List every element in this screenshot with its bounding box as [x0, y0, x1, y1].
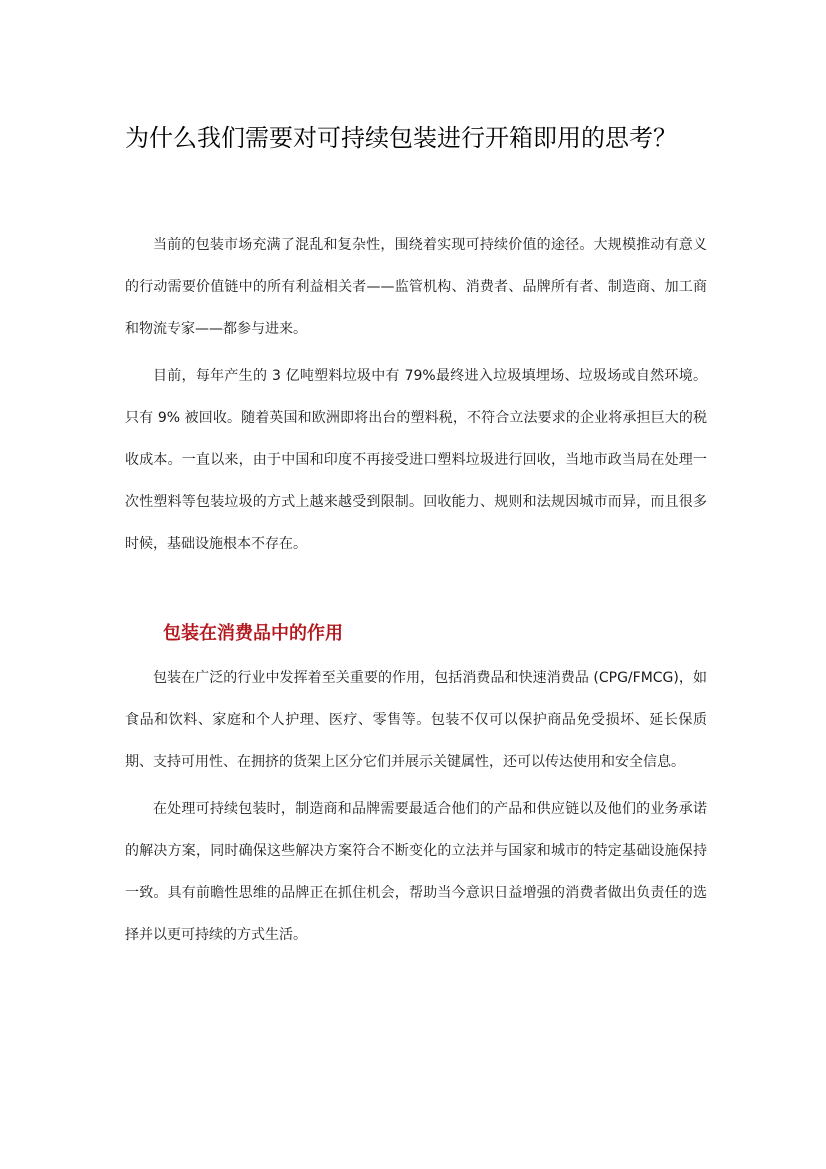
page-title: 为什么我们需要对可持续包装进行开箱即用的思考？ — [125, 124, 677, 152]
intro-paragraph-1: 当前的包装市场充满了混乱和复杂性，围绕着实现可持续价值的途径。大规模推动有意义的行动需要价值链中的所有利益相关者——监管机构、消费者、品牌所有者、制造商、加工商和物流专家——都参与进来。 — [125, 237, 707, 337]
section-heading: 包装在消费品中的作用 — [163, 623, 343, 644]
section-paragraph-1: 包装在广泛的行业中发挥着至关重要的作用，包括消费品和快速消费品 (CPG/FMCG)，如食品和饮料、家庭和个人护理、医疗、零售等。包装不仅可以保护商品免受损坏、延长保质期、支持可用性、在拥挤的货架上区分它们并展示关键属性，还可以传达使用和安全信息。 — [125, 670, 707, 770]
section-paragraph-2: 在处理可持续包装时，制造商和品牌需要最适合他们的产品和供应链以及他们的业务承诺的解决方案，同时确保这些解决方案符合不断变化的立法并与国家和城市的特定基础设施保持一致。具有前瞻性思维的品牌正在抓住机会，帮助当今意识日益增强的消费者做出负责任的选择并以更可持续的方式生活。 — [125, 801, 707, 943]
intro-paragraph-2: 目前，每年产生的 3 亿吨塑料垃圾中有 79%最终进入垃圾填埋场、垃圾场或自然环境。只有 9% 被回收。随着英国和欧洲即将出台的塑料税，不符合立法要求的企业将承担巨大的税收成本。一直以来，由于中国和印度不再接受进口塑料垃圾进行回收，当地市政当局在处理一次性塑料等包装垃圾的方式上越来越受到限制。回收能力、规则和法规因城市而异，而且很多时候，基础设施根本不存在。 — [125, 368, 707, 552]
